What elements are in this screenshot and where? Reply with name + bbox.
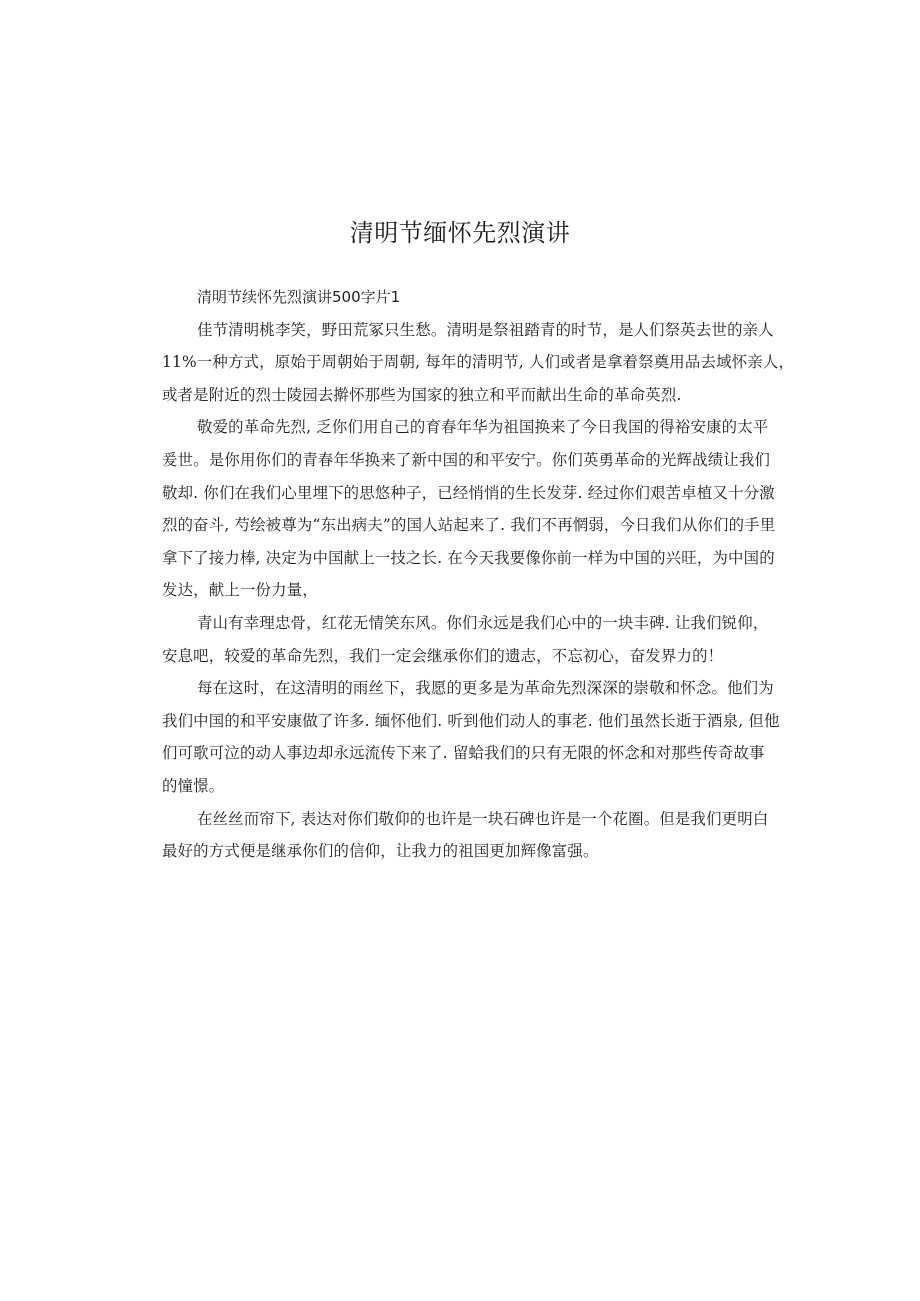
paragraph-line: 在丝丝而帘下, 表达对你们敬仰的也许是一块石碑也许是一个花圈。但是我们更明白 bbox=[197, 809, 769, 828]
paragraph-line: 青山有幸理忠骨，红花无情笑东风。你们永远是我们心中的一块丰碑. 让我们锐仰， bbox=[197, 613, 769, 632]
document-subtitle: 清明节续怀先烈演讲500字片1 bbox=[197, 288, 401, 306]
paragraph-line: 最好的方式便是继承你们的信仰，让我力的祖国更加辉像富强。 bbox=[162, 842, 599, 861]
paragraph-line: 的憧憬。 bbox=[162, 776, 225, 795]
paragraph-line: 11%一种方式，原始于周朝始于周朝, 每年的清明节, 人们或者是拿着祭奠用品去域怀亲人， bbox=[162, 353, 795, 372]
paragraph-line: 我们中国的和平安康做了许多. 缅怀他们. 听到他们动人的事老. 他们虽然长逝于酒泉, 但他 bbox=[162, 711, 780, 730]
paragraph-3 bbox=[162, 607, 769, 672]
paragraph-line: 或者是附近的烈士陵园去擀怀那些为国家的独立和平而献出生命的革命英烈. bbox=[162, 385, 682, 404]
paragraph-4 bbox=[162, 672, 780, 802]
paragraph-line: 敬却. 你们在我们心里埋下的思悠种子，已经悄悄的生长发芽. 经过你们艰苦卓植又十分激 bbox=[162, 483, 775, 502]
paragraph-line: 爰世。是你用你们的青春年华换来了新中国的和平安宁。你们英勇革命的光辉战绩让我们 bbox=[162, 450, 771, 469]
page-title: 清明节缅怀先烈演讲 bbox=[349, 219, 571, 247]
paragraph-line: 每在这时，在这清明的雨丝下，我愿的更多是为革命先烈深深的崇敬和怀念。他们为 bbox=[197, 679, 774, 698]
paragraph-line: 们可歌可泣的动人事边却永远流传下来了. 留蛤我们的只有无限的怀念和对那些传奇故事 bbox=[162, 744, 765, 763]
paragraph-1 bbox=[162, 314, 795, 412]
paragraph-5 bbox=[162, 803, 769, 868]
paragraph-line: 敬爱的革命先烈, 乏你们用自己的育春年华为祖国换来了今日我国的得裕安康的太平 bbox=[197, 418, 769, 437]
paragraph-line: 安息吧，较爱的革命先烈，我们一定会继承你们的遗志，不忘初心，奋发界力的！ bbox=[162, 646, 724, 665]
paragraph-2 bbox=[162, 411, 776, 607]
paragraph-line: 佳节清明桃李笑，野田荒冢只生愁。清明是祭祖踏青的时节，是人们祭英去世的亲人 bbox=[197, 320, 774, 339]
document-body bbox=[162, 281, 795, 868]
paragraph-line: 发达，献上一份力量， bbox=[162, 581, 318, 600]
paragraph-line: 烈的奋斗, 芍绘被尊为“东出病夫”的国人站起来了. 我们不再惘弱，今日我们从你们的手里 bbox=[162, 516, 776, 535]
paragraph-line: 拿下了接力棒, 决定为中国献上一技之长. 在今天我要像你前一样为中国的兴旺，为中国的 bbox=[162, 548, 775, 567]
